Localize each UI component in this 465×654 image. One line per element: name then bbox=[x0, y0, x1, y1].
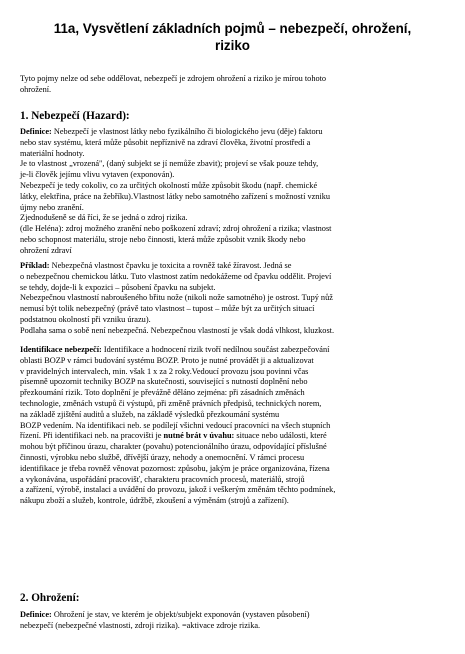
text-line: nákupu zboží a služeb, kontrole, údržbě, zkoušení a výměnám (strojů a zařízení). bbox=[20, 496, 289, 506]
text-line: identifikace je třeba rovněž věnovat pozornost: způsobu, jakým je práce organizována, řízena bbox=[20, 463, 330, 473]
text-line: Nebezpečnou vlastností nabroušeného břitu nože (nikoli nože samotného) je ostrost. Tupý nůž bbox=[20, 293, 333, 303]
line-text: Ohrožení je stav, ve kterém je objekt/subjekt exponován (vystaven působení) bbox=[53, 610, 310, 619]
text-line: materiální hodnoty. bbox=[20, 148, 85, 158]
text-line: technologie, změnách vstupů či výstupů, při změně právních předpisů, technických norem, bbox=[20, 398, 322, 408]
line-text: Nebezpečná vlastnost čpavku je toxicita a rovněž také žíravost. Jedná se bbox=[51, 261, 292, 270]
text-line: Tyto pojmy nelze od sebe oddělovat, nebezpečí je zdrojem ohrožení a riziko je mírou tohoto bbox=[20, 74, 327, 83]
text-line: a zařízení, výrobě, instalaci a uvádění do provozu, jakož i veškerým změnám těchto podmínek, bbox=[20, 485, 336, 495]
text-line bbox=[20, 261, 446, 272]
text-line: Podlaha sama o sobě není nebezpečná. Nebezpečnou vlastností je však dodá vlhkost, kluzkost. bbox=[20, 325, 335, 335]
emphasis-text: nutné brát v úvahu: bbox=[163, 431, 235, 441]
definition-paragraph bbox=[20, 127, 446, 257]
text-line: nebezpečí (nebezpečné vlastnosti, zdroji rizika). =aktivace zdroje rizika. bbox=[20, 620, 261, 630]
text-line: podstatnou okolností při vzniku úrazu). bbox=[20, 314, 151, 324]
text-line bbox=[20, 431, 446, 442]
text-line: činnosti, výrobku nebo službě, dřívější úrazy, nehody a onemocnění. V rámci procesu bbox=[20, 452, 305, 462]
text-line bbox=[20, 610, 446, 621]
text-line: přezkoumání rizik. Toto doplnění je převážně děláno zejména: při zásadních změnách bbox=[20, 388, 305, 398]
text-line: újmy nebo zranění. bbox=[20, 202, 84, 212]
text-line: nebo stav systému, která může působit nepříznivě na zdraví člověka, životní prostředí a bbox=[20, 137, 311, 147]
intro-paragraph bbox=[20, 73, 445, 95]
text-line: nebo schopnost materiálu, stroje nebo činnosti, která může způsobit vznik škody nebo bbox=[20, 234, 306, 244]
text-line: látky, elektřina, práce na žebříku).Vlastnost látky nebo samotného zařízení s možností vzniku bbox=[20, 191, 331, 201]
section-heading-threat: 2. Ohrožení: bbox=[20, 592, 80, 604]
text-line: písemně upozornit techniky BOZP na skutečnosti, související s nutností doplnění nebo bbox=[20, 377, 308, 387]
title-line: riziko bbox=[215, 38, 250, 53]
identification-label: Identifikace nebezpečí: bbox=[20, 345, 102, 354]
section-heading-hazard: 1. Nebezpečí (Hazard): bbox=[20, 110, 130, 122]
text-line: Nebezpečí je tedy cokoliv, co za určitých okolností může způsobit škodu (např. chemické bbox=[20, 180, 318, 190]
example-paragraph bbox=[20, 261, 446, 337]
text-line: (dle Heléna): zdroj možného zranění nebo poškození zdraví; zdroj ohrožení a rizika; vlastnost bbox=[20, 224, 332, 234]
text-line bbox=[20, 345, 446, 356]
definition-label: Definice: bbox=[20, 610, 52, 619]
definition-label: Definice: bbox=[20, 127, 52, 136]
text-line: a vykonávána, uspořádání pracovišť, charakteru pracovních procesů, materiálů, strojů bbox=[20, 474, 305, 484]
text-line: je-li člověk jejímu vlivu vytaven (exponován). bbox=[20, 170, 175, 180]
text-line: BOZP vedením. Na identifikaci neb. se podílejí všichni vedoucí pracovníci na všech stupních bbox=[20, 420, 331, 430]
text-line: v pravidelných intervalech, min. však 1 x za 2 roky.Vedoucí provozu jsou povinni včas bbox=[20, 366, 309, 376]
text-line: ohrožení zdraví bbox=[20, 245, 72, 255]
text-line: se tehdy, dojde-li k expozici – působení čpavku na subjekt. bbox=[20, 282, 216, 292]
page-title bbox=[40, 20, 425, 54]
text-line: Je to vlastnost „vrozená", (daný subjekt se jí nemůže zbavit); projeví se však pouze tehdy, bbox=[20, 159, 319, 169]
threat-definition-paragraph bbox=[20, 610, 446, 632]
line-text: Identifikace a hodnocení rizik tvoří nedílnou součást zabezpečování bbox=[103, 345, 330, 354]
text-line: Zjednodušeně se dá říci, že se jedná o zdroj rizika. bbox=[20, 213, 188, 223]
example-label: Příklad: bbox=[20, 261, 50, 270]
text-line: oblasti BOZP v rámci budování systému BOZP. Proto je nutné provádět ji a aktualizovat bbox=[20, 355, 314, 365]
line-text: situace nebo události, které bbox=[236, 431, 327, 441]
text-line: na základě zjištění auditů a služeb, na základě výsledků přezkoumání systému bbox=[20, 409, 280, 419]
title-line: 11a, Vysvětlení základních pojmů – nebezpečí, ohrožení, bbox=[53, 21, 412, 36]
text-line: mohou být příčinou úrazu, charakter (povahu) potencionálního úrazu, odpovídající příslušné bbox=[20, 442, 327, 452]
text-line bbox=[20, 127, 446, 138]
text-line: o nebezpečnou chemickou látku. Tuto vlastnost zatím nedokážeme od čpavku oddělit. Projeví bbox=[20, 271, 332, 281]
text-line: ohrožení. bbox=[20, 84, 52, 94]
line-text: řízení. Při identifikaci neb. na pracovišti je bbox=[20, 431, 162, 441]
line-text: Nebezpečí je vlastnost látky nebo fyzikálního či biologického jevu (děje) faktoru bbox=[53, 127, 323, 136]
text-line: nemusí být tolik nebezpečný (právě tato vlastnost – tupost – může být za určitých situací bbox=[20, 304, 315, 314]
identification-paragraph bbox=[20, 345, 446, 507]
